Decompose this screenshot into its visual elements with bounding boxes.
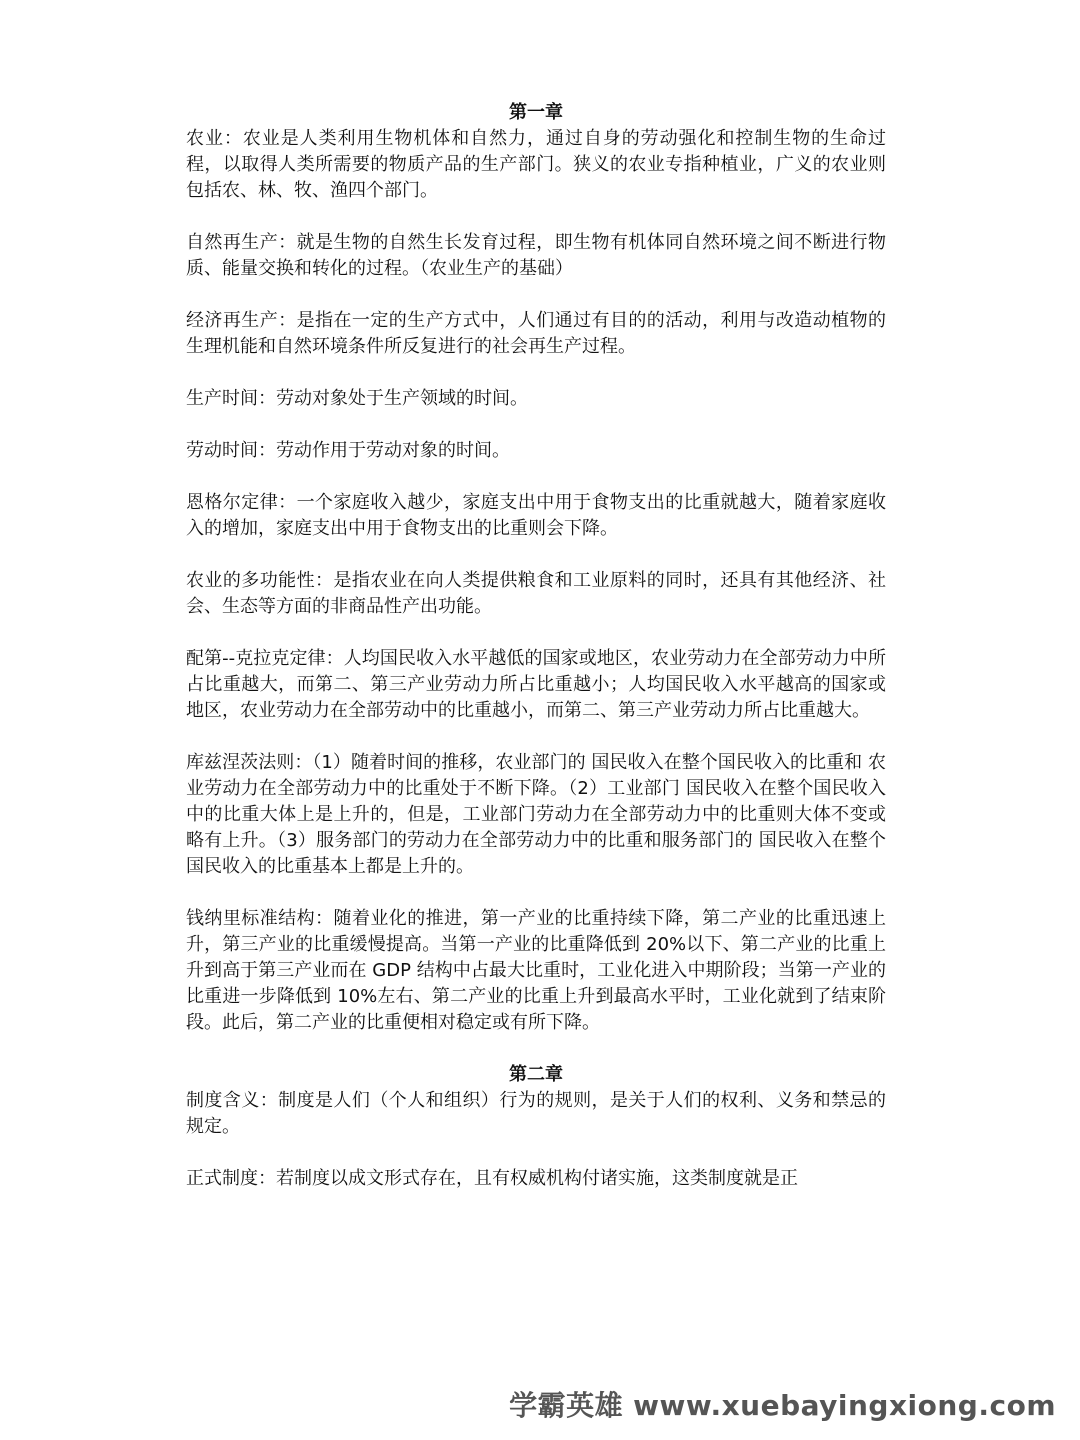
chapter-1-title: 第一章	[509, 102, 563, 123]
chapter-2-title: 第二章	[509, 1064, 563, 1085]
paragraph-production-time: 生产时间：劳动对象处于生产领域的时间。	[186, 388, 528, 409]
watermark-url: www.xuebayingxiong.com	[633, 1389, 1056, 1422]
watermark	[509, 1384, 1056, 1424]
paragraph-institution-meaning: 制度含义：制度是人们（个人和组织）行为的规则，是关于人们的权利、义务和禁忌的规定。	[186, 1090, 886, 1137]
paragraph-natural-reproduction: 自然再生产：就是生物的自然生长发育过程，即生物有机体同自然环境之间不断进行物质、能量交换和转化的过程。（农业生产的基础）	[186, 232, 886, 279]
paragraph-multifunctionality: 农业的多功能性：是指农业在向人类提供粮食和工业原料的同时，还具有其他经济、社会、生态等方面的非商品性产出功能。	[186, 570, 886, 617]
paragraph-labor-time: 劳动时间：劳动作用于劳动对象的时间。	[186, 440, 510, 461]
paragraph-formal-institution: 正式制度：若制度以成文形式存在，且有权威机构付诸实施，这类制度就是正	[186, 1168, 798, 1189]
paragraph-engel-law: 恩格尔定律：一个家庭收入越少，家庭支出中用于食物支出的比重就越大，随着家庭收入的增加，家庭支出中用于食物支出的比重则会下降。	[186, 492, 886, 539]
document-page	[186, 100, 886, 1218]
watermark-brand: 学霸英雄	[509, 1389, 624, 1422]
paragraph-agriculture: 农业：农业是人类利用生物机体和自然力，通过自身的劳动强化和控制生物的生命过程，以取得人类所需要的物质产品的生产部门。狭义的农业专指种植业，广义的农业则包括农、林、牧、渔四个部门。	[186, 128, 886, 201]
paragraph-petty-clark-law: 配第--克拉克定律：人均国民收入水平越低的国家或地区，农业劳动力在全部劳动力中所占比重越大，而第二、第三产业劳动力所占比重越小；人均国民收入水平越高的国家或地区，农业劳动力在全部劳动中的比重越小，而第二、第三产业劳动力所占比重越大。	[186, 648, 886, 721]
paragraph-economic-reproduction: 经济再生产：是指在一定的生产方式中，人们通过有目的的活动，利用与改造动植物的生理机能和自然环境条件所反复进行的社会再生产过程。	[186, 310, 886, 357]
paragraph-kuznets-rule: 库兹涅茨法则：（1）随着时间的推移，农业部门的 国民收入在整个国民收入的比重和 农业劳动力在全部劳动力中的比重处于不断下降。（2）工业部门 国民收入在整个国民收入中的比重大体上是上升的，但是，工业部门劳动力在全部劳动力中的比重则大体不变或略有上升。（3）服务部门的劳动力在全部劳动力中的比重和服务部门的 国民收入在整个 国民收入的比重基本上都是上升的。	[186, 752, 886, 877]
paragraph-chenery-structure: 钱纳里标准结构：随着业化的推进，第一产业的比重持续下降，第二产业的比重迅速上升，第三产业的比重缓慢提高。当第一产业的比重降低到 20%以下、第二产业的比重上升到高于第三产业而在 GDP 结构中占最大比重时，工业化进入中期阶段；当第一产业的比重进一步降低到 10%左右、第二产业的比重上升到最高水平时，工业化就到了结束阶段。此后，第二产业的比重便相对稳定或有所下降。	[186, 908, 886, 1033]
